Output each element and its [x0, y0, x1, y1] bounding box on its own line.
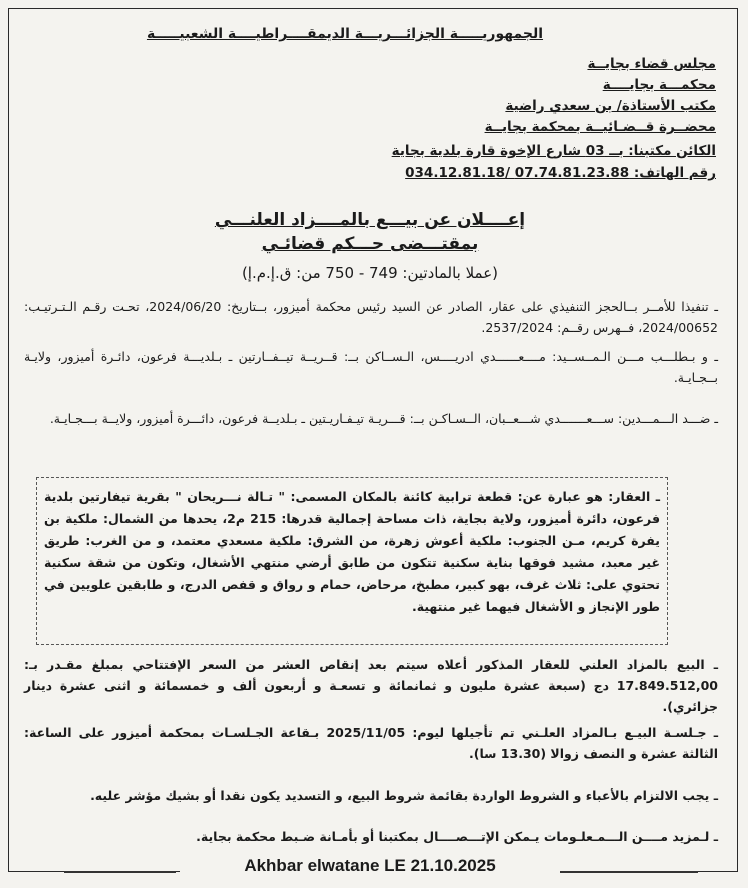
header-address: الكائن مكتبنا: بــ 03 شارع الإخوة قارة بلدية بجاية [391, 143, 716, 159]
paragraph-seizure-order: ـ تنفيذا للأمــر بــالحجز التنفيذي على عقار، الصادر عن السيد رئيس محكمة أميزور، بــتاريخ: 2024/06/20، تحـت رقـم الـتـرتيـب: 2024/00652، فــهرس رقــم: 2537/2024. [24, 299, 719, 335]
paragraph-debtor: ـ ضـــد الـــمـــدين: ســـعـــــــدي شـــعــبان، الــسـاكـن بــ: قـــريـة تيـفـاريـتين ـ بـلديــة فرعون، دائـــرة أميزور، ولايــة بـــجـايـة. [49, 411, 718, 426]
paragraph-requester: ـ و بـطلـــب مـــن الـمــســيد: مــــعــــــدي ادريــــس، الـســاكن بــ: قــريــة تيــفــارتين ـ بـلديـــة فرعون، دائـرة أميزور، ولايـة بــجـايـة. [24, 349, 718, 385]
announcement-subtitle: بمقتـــضى حـــكم قضائـي [261, 234, 479, 254]
footer-source: Akhbar elwatane LE 21.10.2025 [180, 856, 560, 876]
paragraph-obligations: ـ يجب الالتزام بالأعباء و الشروط الواردة بقائمة شروط البيع، و التسديد يكون نقدا أو بشيك مؤشر عليه. [90, 788, 718, 803]
header-office: مكتب الأستاذة/ بن سعدي راضية [505, 98, 716, 114]
header-court: محكمـــة بجايــــة [602, 77, 716, 93]
paragraph-session-date: ـ جـلسـة البيـع بـالمزاد العلـني تم تأجيلها ليوم: 2025/11/05 بـقاعة الجـلسـات بمحكمة أميزور على الساعة: الثالثة عشرة و النصف زوالا (13.30 سا). [24, 725, 718, 761]
footer-rule-left [64, 871, 176, 873]
header-phone: رقم الهاتف: 07.74.81.23.88 /034.12.81.18 [405, 165, 716, 181]
header-court-council: مجلس قضاء بجايــة [587, 56, 716, 72]
footer-rule-right [558, 871, 698, 873]
legal-articles: (عملا بالمادتين: 749 - 750 من: ق.إ.م.إ) [241, 264, 499, 282]
header-bailiff: محضــرة قــضـائيــة بمحكمة بجايــة [484, 119, 716, 135]
property-description: ـ العقار: هو عبارة عن: قطعة ترابية كائنة بالمكان المسمى: " تـالة نـــريحان " بقرية تيفارتين بلدية فرعون، دائرة أميزور، ولاية بجاية، ذات مساحة إجمالية قدرها: 215 م2، يحدها من الشمال: ملكية بن يفرة كريم، مـن الجنوب: ملكية أعوش زهرة، من الشرق: ملكية مسعدي معتمد، و من الغرب: طريق غير معبد، مشيد فوقها بناية سكنية تتكون من طابق أرضي منتهي الأشغال، وتكون من شقة سكنية تحتوي على: ثلاث غرف، بهو كبير، مطبخ، مرحاض، حمام و رواق و قفص الدرج، و طابقين علويين في طور الإنجاز و الأشغال فيهما غير منتهية. [44, 489, 661, 614]
announcement-title: إعــــلان عن بيـــع بالمــــزاد العلنـــي [214, 210, 526, 230]
paragraph-contact: ـ لـمزيد مــــن الـــمـعلـومات يـمكن الإتـــصــــال بمكتبنا أو بأمـانة ضـبط محكمة بجاية. [196, 829, 718, 844]
document-title: الجمهوريـــــة الجزائـــريـــة الديمقــــراطيــــة الشعبيـــــة [146, 26, 544, 42]
paragraph-sale-price: ـ البيع بالمزاد العلني للعقار المذكور أعلاه سيتم بعد إنقاص العشر من السعر الإفتتاحي بمبلغ مقـدر بـ: 17.849.512,00 دج (سبعة عشرة مليون و ثمانمائة و تسعـة و أربعون ألف و خمسمائة و اثنى عشرة دينار جزائري). [24, 657, 718, 714]
